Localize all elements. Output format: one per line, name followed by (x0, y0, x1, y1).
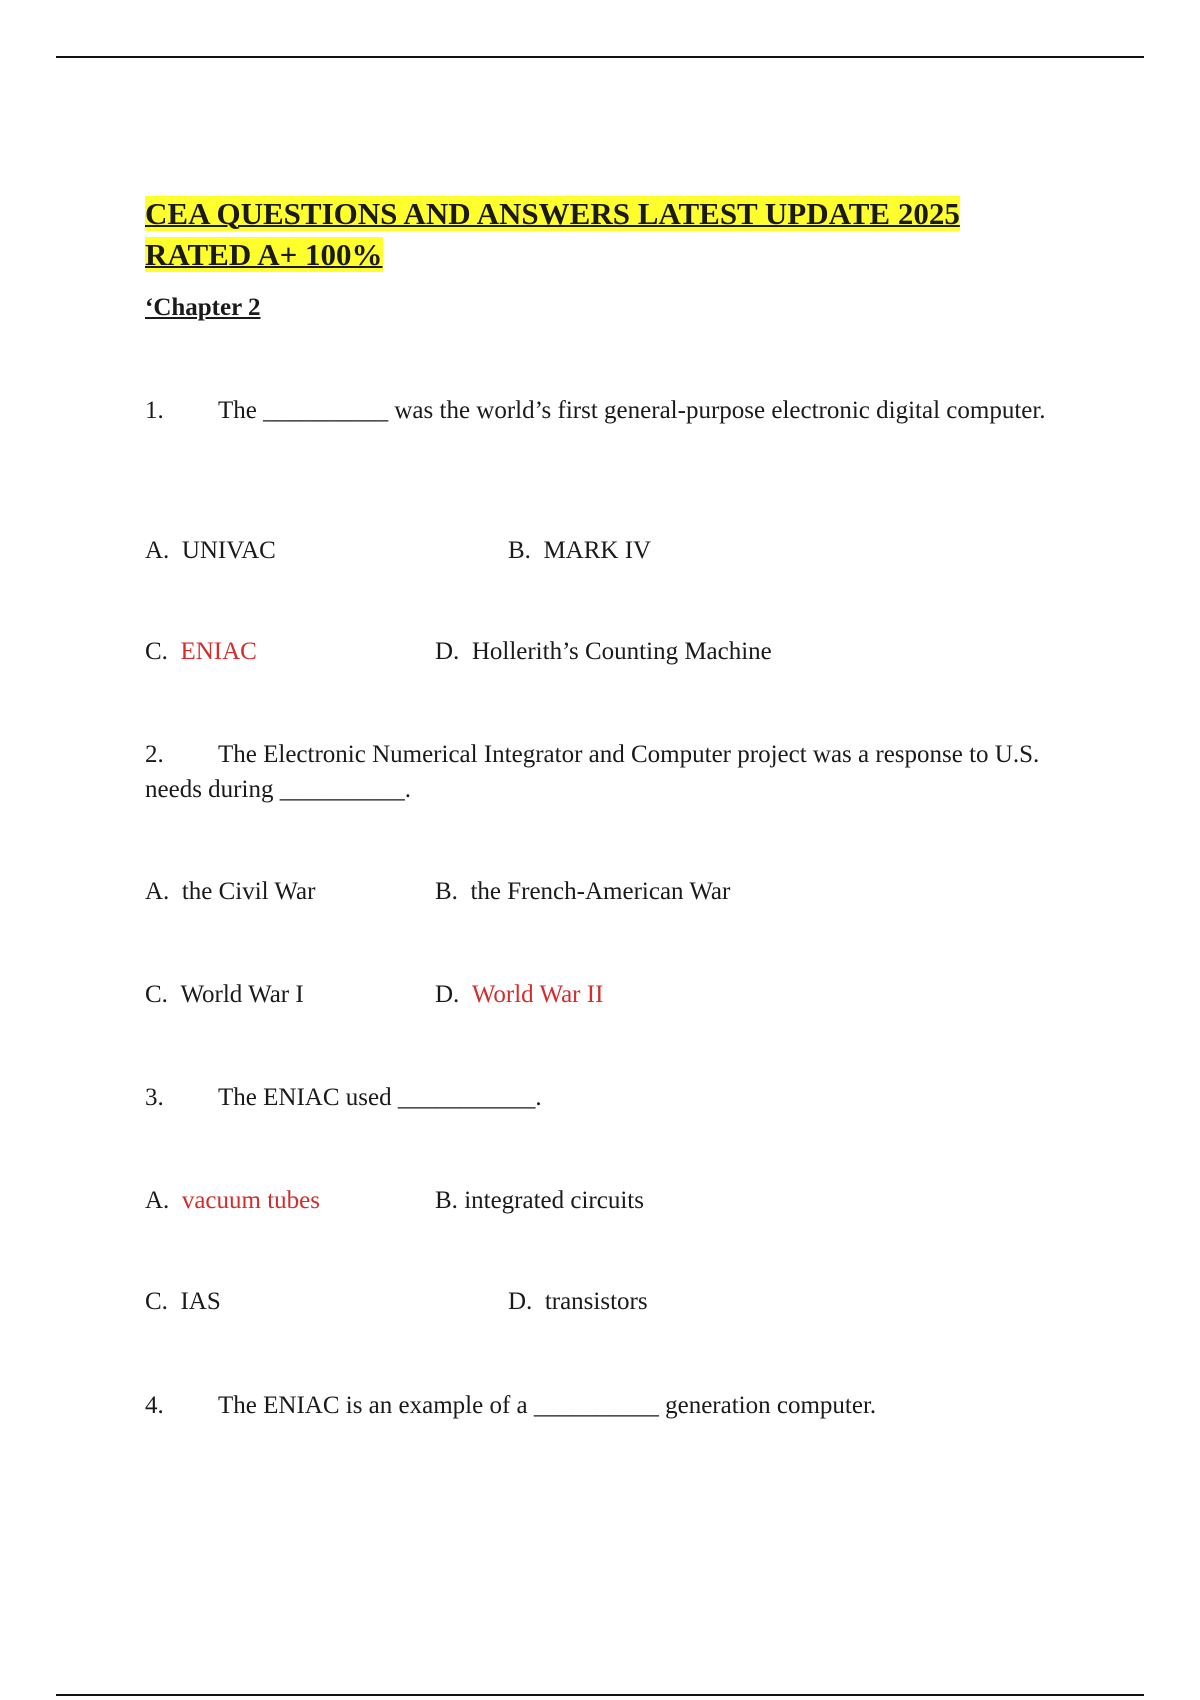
question-text: The ENIAC used ___________. (218, 1084, 542, 1111)
question-text: The ENIAC is an example of a __________ generation computer. (218, 1392, 877, 1419)
footer-rule (56, 1694, 1144, 1696)
option-2b: B. the French-American War (435, 878, 731, 905)
option-2d: D. World War II (435, 981, 604, 1008)
option-1c: C. ENIAC (145, 638, 257, 665)
question-number: 2. (145, 741, 164, 768)
question-number: 1. (145, 397, 164, 424)
question-4 (145, 1388, 1095, 1423)
option-2c: C. World War I (145, 981, 304, 1008)
question-text: The __________ was the world’s first general-purpose electronic digital computer. (218, 397, 1046, 424)
question-text: The Electronic Numerical Integrator and Computer project was a response to U.S. needs during __________. (145, 741, 1040, 803)
option-3d: D. transistors (508, 1288, 648, 1315)
question-3 (145, 1080, 1095, 1115)
option-3c: C. IAS (145, 1288, 221, 1315)
option-1b: B. MARK IV (508, 537, 652, 564)
option-1d: D. Hollerith’s Counting Machine (435, 638, 772, 665)
option-3b: B. integrated circuits (435, 1187, 644, 1214)
document-title: CEA QUESTIONS AND ANSWERS LATEST UPDATE 2025 RATED A+ 100% (145, 196, 960, 272)
option-1a: A. UNIVAC (145, 537, 276, 564)
correct-answer: ENIAC (180, 638, 257, 665)
correct-answer: World War II (471, 981, 604, 1008)
question-1 (145, 393, 1095, 428)
option-3a: A. vacuum tubes (145, 1187, 320, 1214)
question-2 (145, 737, 1095, 807)
chapter-heading: ‘Chapter 2 (145, 294, 261, 321)
correct-answer: vacuum tubes (181, 1187, 320, 1214)
option-2a: A. the Civil War (145, 878, 316, 905)
question-number: 3. (145, 1084, 164, 1111)
header-rule (56, 56, 1144, 58)
question-number: 4. (145, 1392, 164, 1419)
